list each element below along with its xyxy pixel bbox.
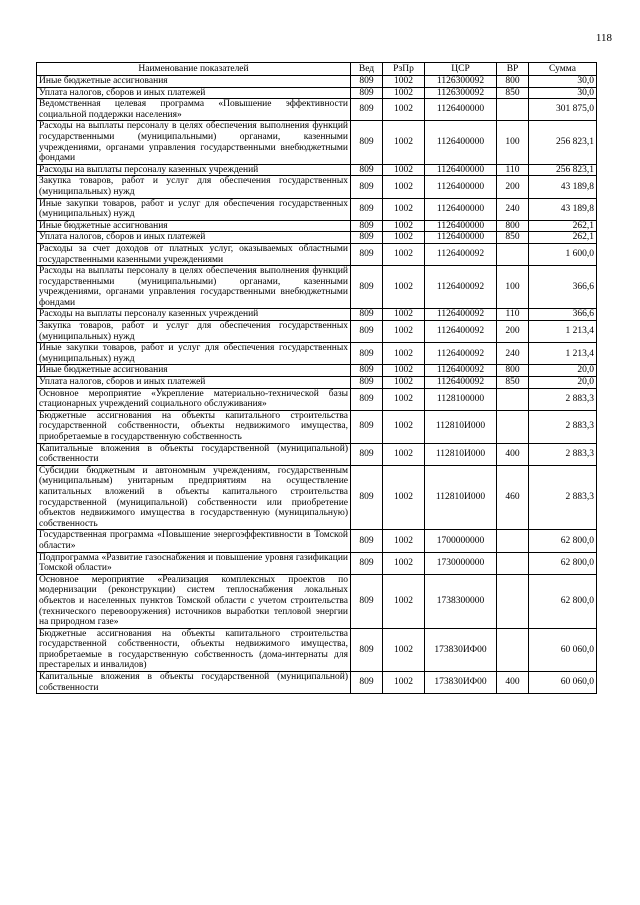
cell-sum: 1 213,4	[529, 321, 597, 343]
cell-rzpr: 1002	[383, 574, 425, 628]
cell-sum: 366,6	[529, 266, 597, 309]
cell-csr: 1126400000	[425, 164, 497, 176]
cell-csr: 173830ИФ00	[425, 628, 497, 671]
cell-vr: 110	[497, 164, 529, 176]
cell-ved: 809	[351, 410, 383, 443]
cell-rzpr: 1002	[383, 530, 425, 552]
cell-ved: 809	[351, 220, 383, 232]
cell-csr: 1126400092	[425, 377, 497, 389]
cell-vr	[497, 530, 529, 552]
cell-vr: 240	[497, 343, 529, 365]
cell-rzpr: 1002	[383, 198, 425, 220]
table-row	[37, 377, 597, 389]
cell-vr: 200	[497, 321, 529, 343]
cell-vr: 400	[497, 672, 529, 694]
cell-vr: 850	[497, 377, 529, 389]
cell-csr: 1126400092	[425, 309, 497, 321]
table-row	[37, 87, 597, 99]
header-sum: Сумма	[529, 63, 597, 76]
cell-vr	[497, 388, 529, 410]
cell-rzpr: 1002	[383, 99, 425, 121]
cell-ved: 809	[351, 377, 383, 389]
cell-ved: 809	[351, 365, 383, 377]
cell-rzpr: 1002	[383, 552, 425, 574]
cell-ved: 809	[351, 76, 383, 88]
table-row	[37, 76, 597, 88]
table-row	[37, 176, 597, 198]
cell-rzpr: 1002	[383, 243, 425, 265]
cell-sum: 20,0	[529, 377, 597, 389]
cell-name: Расходы за счет доходов от платных услуг, оказываемых областными государственными казенными учреждениями	[37, 243, 351, 265]
cell-csr: 1738300000	[425, 574, 497, 628]
table-row	[37, 574, 597, 628]
cell-rzpr: 1002	[383, 365, 425, 377]
cell-rzpr: 1002	[383, 410, 425, 443]
table-header-row	[37, 63, 597, 76]
cell-vr: 240	[497, 198, 529, 220]
cell-csr: 1126400092	[425, 343, 497, 365]
header-ved: Вед	[351, 63, 383, 76]
header-name: Наименование показателей	[37, 63, 351, 76]
cell-vr	[497, 243, 529, 265]
cell-csr: 1126400000	[425, 99, 497, 121]
cell-sum: 2 883,3	[529, 465, 597, 530]
cell-name: Бюджетные ассигнования на объекты капитального строительства государственной собственности, объекты недвижимого имущества, приобретаемые в государственную собственность	[37, 410, 351, 443]
cell-rzpr: 1002	[383, 164, 425, 176]
cell-name: Иные бюджетные ассигнования	[37, 76, 351, 88]
cell-name: Уплата налогов, сборов и иных платежей	[37, 377, 351, 389]
cell-rzpr: 1002	[383, 87, 425, 99]
cell-ved: 809	[351, 388, 383, 410]
cell-name: Иные закупки товаров, работ и услуг для обеспечения государственных (муниципальных) нужд	[37, 343, 351, 365]
cell-csr: 1126400092	[425, 321, 497, 343]
table-row	[37, 465, 597, 530]
cell-ved: 809	[351, 343, 383, 365]
cell-ved: 809	[351, 164, 383, 176]
cell-rzpr: 1002	[383, 388, 425, 410]
cell-sum: 43 189,8	[529, 176, 597, 198]
cell-sum: 256 823,1	[529, 164, 597, 176]
table-row	[37, 365, 597, 377]
cell-ved: 809	[351, 574, 383, 628]
page-number: 118	[595, 32, 612, 44]
cell-name: Ведомственная целевая программа «Повышение эффективности социальной поддержки населения»	[37, 99, 351, 121]
table-row	[37, 220, 597, 232]
table-row	[37, 266, 597, 309]
cell-sum: 366,6	[529, 309, 597, 321]
cell-vr: 460	[497, 465, 529, 530]
cell-ved: 809	[351, 198, 383, 220]
cell-sum: 301 875,0	[529, 99, 597, 121]
cell-ved: 809	[351, 443, 383, 465]
cell-ved: 809	[351, 243, 383, 265]
cell-sum: 256 823,1	[529, 121, 597, 164]
cell-sum: 2 883,3	[529, 410, 597, 443]
table-row	[37, 343, 597, 365]
table-row	[37, 321, 597, 343]
cell-ved: 809	[351, 628, 383, 671]
cell-csr: 1126400092	[425, 266, 497, 309]
cell-sum: 262,1	[529, 220, 597, 232]
table-row	[37, 530, 597, 552]
cell-csr: 1126400092	[425, 243, 497, 265]
cell-rzpr: 1002	[383, 628, 425, 671]
cell-ved: 809	[351, 672, 383, 694]
cell-csr: 173830ИФ00	[425, 672, 497, 694]
cell-csr: 1126300092	[425, 87, 497, 99]
table-row	[37, 164, 597, 176]
table-row	[37, 99, 597, 121]
cell-vr: 400	[497, 443, 529, 465]
cell-rzpr: 1002	[383, 76, 425, 88]
cell-csr: 1126300092	[425, 76, 497, 88]
cell-vr: 110	[497, 309, 529, 321]
cell-vr	[497, 552, 529, 574]
cell-vr: 100	[497, 121, 529, 164]
cell-name: Расходы на выплаты персоналу в целях обеспечения выполнения функций государственными (муниципальными) органами, казенными учреждениями, органами управления государственными внебюджетными фондами	[37, 266, 351, 309]
cell-csr: 1730000000	[425, 552, 497, 574]
cell-ved: 809	[351, 99, 383, 121]
cell-sum: 20,0	[529, 365, 597, 377]
cell-sum: 30,0	[529, 87, 597, 99]
cell-sum: 30,0	[529, 76, 597, 88]
cell-csr: 1126400000	[425, 198, 497, 220]
cell-ved: 809	[351, 176, 383, 198]
cell-ved: 809	[351, 121, 383, 164]
cell-csr: 112810И000	[425, 465, 497, 530]
cell-csr: 1126400092	[425, 365, 497, 377]
cell-name: Иные закупки товаров, работ и услуг для обеспечения государственных (муниципальных) нужд	[37, 198, 351, 220]
header-vr: ВР	[497, 63, 529, 76]
cell-vr: 850	[497, 232, 529, 244]
cell-vr	[497, 628, 529, 671]
cell-sum: 62 800,0	[529, 530, 597, 552]
cell-csr: 1126400000	[425, 121, 497, 164]
cell-sum: 262,1	[529, 232, 597, 244]
cell-vr: 800	[497, 76, 529, 88]
cell-sum: 2 883,3	[529, 443, 597, 465]
cell-rzpr: 1002	[383, 343, 425, 365]
cell-csr: 1126400000	[425, 232, 497, 244]
cell-rzpr: 1002	[383, 321, 425, 343]
cell-name: Основное мероприятие «Реализация комплексных проектов по модернизации (реконструкции) систем теплоснабжения локальных объектов и населенных пунктов Томской области с учетом строительства (технического перевооружения) источников выработки тепловой энергии на природном газе»	[37, 574, 351, 628]
cell-sum: 62 800,0	[529, 552, 597, 574]
cell-vr: 100	[497, 266, 529, 309]
table-row	[37, 309, 597, 321]
cell-csr: 1128100000	[425, 388, 497, 410]
table-row	[37, 628, 597, 671]
cell-vr: 800	[497, 220, 529, 232]
table-row	[37, 121, 597, 164]
cell-name: Уплата налогов, сборов и иных платежей	[37, 232, 351, 244]
cell-sum: 1 213,4	[529, 343, 597, 365]
cell-sum: 62 800,0	[529, 574, 597, 628]
cell-rzpr: 1002	[383, 266, 425, 309]
table-row	[37, 672, 597, 694]
cell-csr: 112810И000	[425, 443, 497, 465]
cell-sum: 2 883,3	[529, 388, 597, 410]
cell-name: Расходы на выплаты персоналу казенных учреждений	[37, 164, 351, 176]
cell-csr: 1126400000	[425, 220, 497, 232]
cell-ved: 809	[351, 309, 383, 321]
cell-rzpr: 1002	[383, 220, 425, 232]
cell-name: Закупка товаров, работ и услуг для обеспечения государственных (муниципальных) нужд	[37, 176, 351, 198]
cell-ved: 809	[351, 87, 383, 99]
cell-sum: 1 600,0	[529, 243, 597, 265]
cell-sum: 60 060,0	[529, 628, 597, 671]
cell-rzpr: 1002	[383, 121, 425, 164]
cell-sum: 60 060,0	[529, 672, 597, 694]
cell-rzpr: 1002	[383, 176, 425, 198]
cell-vr: 800	[497, 365, 529, 377]
cell-ved: 809	[351, 321, 383, 343]
table-row	[37, 410, 597, 443]
cell-name: Бюджетные ассигнования на объекты капитального строительства государственной собственности, объекты недвижимого имущества, приобретаемые в государственную собственность (дома-интернаты для престарелых и инвалидов)	[37, 628, 351, 671]
cell-name: Иные бюджетные ассигнования	[37, 365, 351, 377]
cell-vr: 200	[497, 176, 529, 198]
table-row	[37, 552, 597, 574]
cell-ved: 809	[351, 530, 383, 552]
cell-rzpr: 1002	[383, 309, 425, 321]
header-csr: ЦСР	[425, 63, 497, 76]
cell-name: Основное мероприятие «Укрепление материально-технической базы стационарных учреждений социального обслуживания»	[37, 388, 351, 410]
cell-name: Уплата налогов, сборов и иных платежей	[37, 87, 351, 99]
cell-vr	[497, 574, 529, 628]
cell-csr: 112810И000	[425, 410, 497, 443]
table-body	[37, 76, 597, 694]
table-row	[37, 243, 597, 265]
table-row	[37, 198, 597, 220]
cell-name: Расходы на выплаты персоналу казенных учреждений	[37, 309, 351, 321]
budget-table	[36, 62, 597, 694]
cell-ved: 809	[351, 232, 383, 244]
cell-name: Иные бюджетные ассигнования	[37, 220, 351, 232]
cell-rzpr: 1002	[383, 465, 425, 530]
cell-rzpr: 1002	[383, 377, 425, 389]
cell-rzpr: 1002	[383, 672, 425, 694]
cell-csr: 1700000000	[425, 530, 497, 552]
cell-vr: 850	[497, 87, 529, 99]
cell-ved: 809	[351, 266, 383, 309]
cell-rzpr: 1002	[383, 443, 425, 465]
cell-csr: 1126400000	[425, 176, 497, 198]
table-row	[37, 232, 597, 244]
cell-name: Государственная программа «Повышение энергоэффективности в Томской области»	[37, 530, 351, 552]
header-rzpr: РзПр	[383, 63, 425, 76]
cell-ved: 809	[351, 552, 383, 574]
cell-rzpr: 1002	[383, 232, 425, 244]
cell-name: Подпрограмма «Развитие газоснабжения и повышение уровня газификации Томской области»	[37, 552, 351, 574]
cell-vr	[497, 99, 529, 121]
cell-name: Субсидии бюджетным и автономным учреждениям, государственным (муниципальным) унитарным предприятиям на осуществление капитальных вложений в объекты капитального строительства государственной (муниципальной) собственности или приобретение объектов недвижимого имущества в государственную (муниципальную) собственность	[37, 465, 351, 530]
cell-name: Капитальные вложения в объекты государственной (муниципальной) собственности	[37, 443, 351, 465]
table-row	[37, 388, 597, 410]
cell-name: Расходы на выплаты персоналу в целях обеспечения выполнения функций государственными (муниципальными) органами, казенными учреждениями, органами управления государственными внебюджетными фондами	[37, 121, 351, 164]
cell-ved: 809	[351, 465, 383, 530]
cell-vr	[497, 410, 529, 443]
table-row	[37, 443, 597, 465]
cell-sum: 43 189,8	[529, 198, 597, 220]
cell-name: Закупка товаров, работ и услуг для обеспечения государственных (муниципальных) нужд	[37, 321, 351, 343]
cell-name: Капитальные вложения в объекты государственной (муниципальной) собственности	[37, 672, 351, 694]
